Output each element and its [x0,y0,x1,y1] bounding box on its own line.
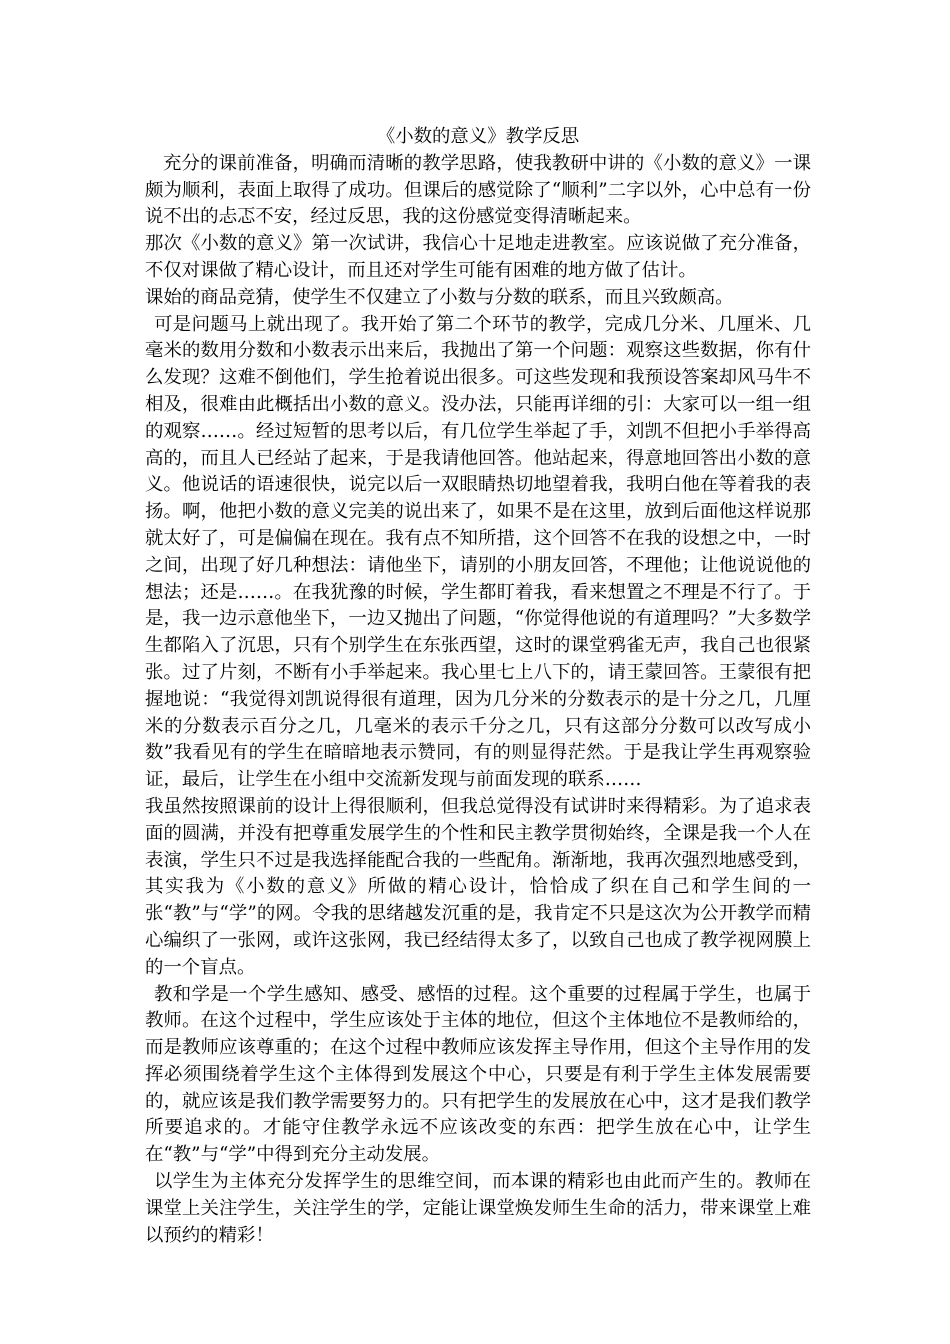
paragraph-7: 以学生为主体充分发挥学生的思维空间，而本课的精彩也由此而产生的。教师在课堂上关注学生，关注学生的学，定能让课堂焕发师生生命的活力，带来课堂上难以预约的精彩！ [145,1171,811,1246]
paragraph-6: 教和学是一个学生感知、感受、感悟的过程。这个重要的过程属于学生，也属于教师。在这个过程中，学生应该处于主体的地位，但这个主体地位不是教师给的，而是教师应该尊重的；在这个过程中教师应该发挥主导作用，但这个主导作用的发挥必须围绕着学生这个主体得到发展这个中心，只要是有利于学生主体发展需要的，就应该是我们教学需要努力的。只有把学生的发展放在心中，这才是我们教学所要追求的。才能守住教学永远不应该改变的东西：把学生放在心中，让学生在“教”与“学”中得到充分主动发展。 [145,983,811,1166]
paragraph-5: 我虽然按照课前的设计上得很顺利，但我总觉得没有试讲时来得精彩。为了追求表面的圆满，并没有把尊重发展学生的个性和民主教学贯彻始终，全课是我一个人在表演，学生只不过是我选择能配合我的一些配角。渐渐地，我再次强烈地感受到，其实我为《小数的意义》所做的精心设计，恰恰成了织在自己和学生间的一张“教”与“学”的网。令我的思绪越发沉重的是，我肯定不只是这次为公开教学而精心编织了一张网，或许这张网，我已经结得太多了，以致自己也成了教学视网膜上的一个盲点。 [145,795,811,978]
paragraph-4: 可是问题马上就出现了。我开始了第二个环节的教学，完成几分米、几厘米、几毫米的数用分数和小数表示出来后，我抛出了第一个问题：观察这些数据，你有什么发现？这难不倒他们，学生抢着说出很多。可这些发现和我预设答案却风马牛不相及，很难由此概括出小数的意义。没办法，只能再详细的引：大家可以一组一组的观察……。经过短暂的思考以后，有几位学生举起了手，刘凯不但把小手举得高高的，而且人已经站了起来，于是我请他回答。他站起来，得意地回答出小数的意义。他说话的语速很快，说完以后一双眼睛热切地望着我，我明白他在等着我的表扬。啊，他把小数的意义完美的说出来了，如果不是在这里，放到后面他这样说那就太好了，可是偏偏在现在。我有点不知所措，这个回答不在我的设想之中，一时之间，出现了好几种想法：请他坐下，请别的小朋友回答，不理他；让他说说他的想法；还是……。在我犹豫的时候，学生都盯着我，看来想置之不理是不行了。于是，我一边示意他坐下，一边又抛出了问题，“你觉得他说的有道理吗？”大多数学生都陷入了沉思，只有个别学生在东张西望，这时的课堂鸦雀无声，我自己也很紧张。过了片刻，不断有小手举起来。我心里七上八下的，请王蒙回答。王蒙很有把握地说：“我觉得刘凯说得很有道理，因为几分米的分数表示的是十分之几，几厘米的分数表示百分之几，几毫米的表示千分之几，只有这部分分数可以改写成小数”我看见有的学生在暗暗地表示赞同，有的则显得茫然。于是我让学生再观察验证，最后，让学生在小组中交流新发现与前面发现的联系…… [145,313,811,791]
paragraph-3: 课始的商品竞猜，使学生不仅建立了小数与分数的联系，而且兴致颇高。 [145,286,734,308]
document-title: 《小数的意义》教学反思 [376,126,580,147]
paragraph-1: 充分的课前准备，明确而清晰的教学思路，使我教研中讲的《小数的意义》一课颇为顺利，表面上取得了成功。但课后的感觉除了“顺利”二字以外，心中总有一份说不出的忐忑不安，经过反思，我的这份感觉变得清晰起来。 [145,152,811,228]
document-page [145,124,811,1249]
paragraph-2: 那次《小数的意义》第一次试讲，我信心十足地走进教室。应该说做了充分准备，不仅对课做了精心设计，而且还对学生可能有困难的地方做了估计。 [145,233,811,281]
